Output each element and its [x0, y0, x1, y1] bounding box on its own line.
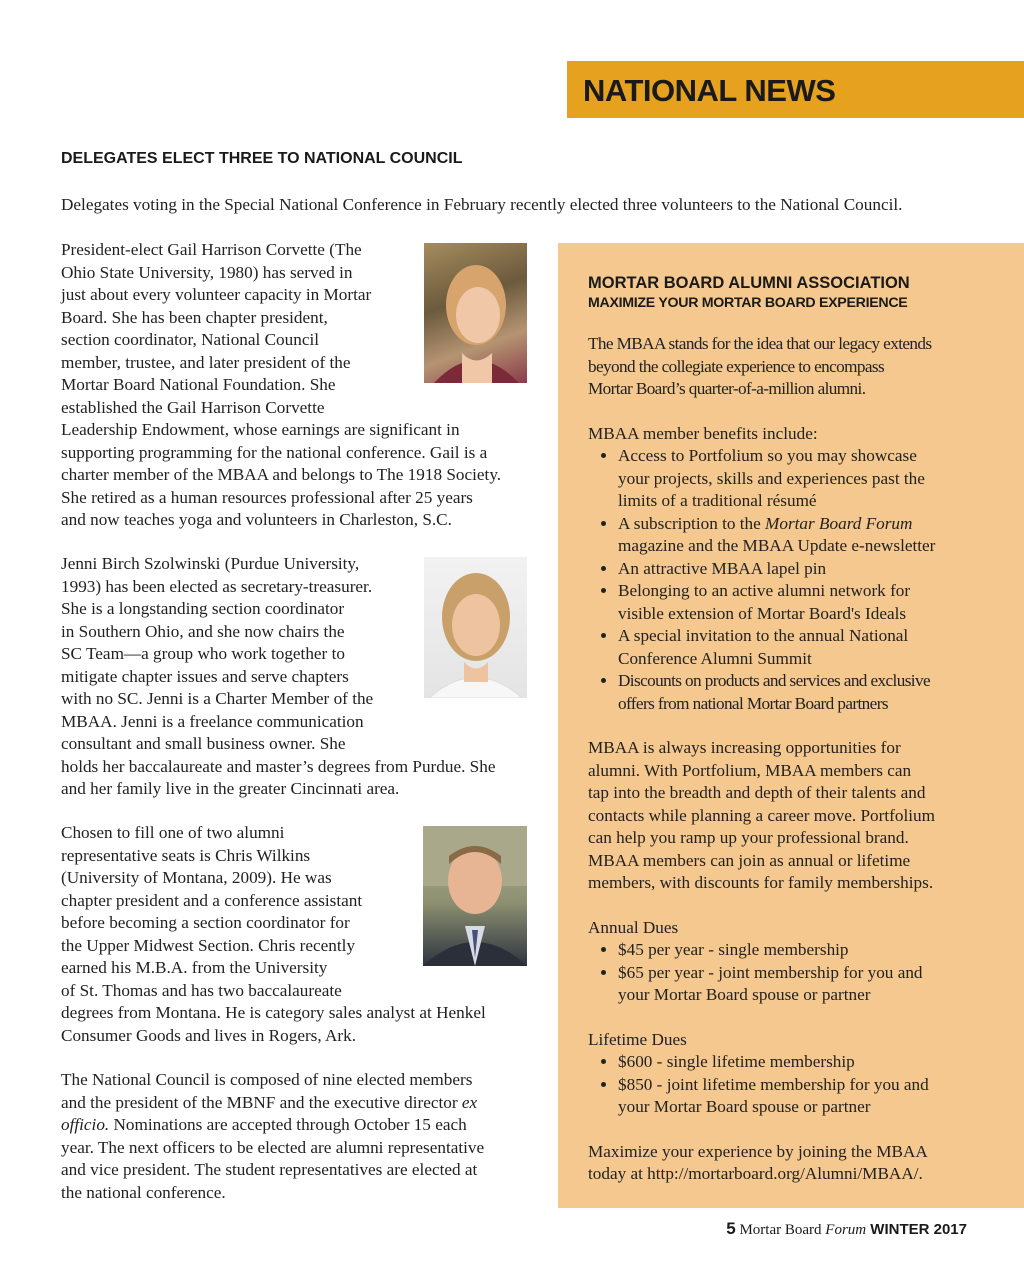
benefits-list [588, 445, 1004, 715]
corvette-photo [424, 243, 527, 383]
sidebar-subtitle: MAXIMIZE YOUR MORTAR BOARD EXPERIENCE [588, 295, 908, 311]
list-item: • Belonging to an active alumni network for visible extension of Mortar Board's Ideals [618, 580, 1004, 625]
mbaa-sidebar [558, 243, 1024, 1208]
opportunities-paragraph: MBAA is always increasing opportunities for alumni. With Portfolium, MBAA members can tap into the breadth and depth of their talents and contacts while planning a career move. Portfolium can help you ramp up your professional brand. MBAA members can join as annual or lifetime members, with discounts for family memberships. [588, 738, 935, 892]
publication-name: Mortar Board [735, 1222, 826, 1238]
list-item: • A subscription to the Mortar Board Forum magazine and the MBAA Update e-newsletter [618, 513, 1004, 558]
article-intro: Delegates voting in the Special National Conference in February recently elected three volunteers to the National Council. [61, 195, 903, 214]
wilkins-paragraph: Chosen to fill one of two alumni representative seats is Chris Wilkins (University of Montana, 2009). He was chapter president and a conference assistant before becoming a section coordinator for the Upper Midwest Section. Chris recently earned his M.B.A. from the University of St. Thomas and has two baccalaureate degrees from Montana. He is category sales analyst at Henkel Consumer Goods and lives in Rogers, Ark. [61, 823, 486, 1045]
sidebar-about: The MBAA stands for the idea that our legacy extends beyond the collegiate experience to encompass Mortar Board’s quarter-of-a-million alumni. [588, 334, 932, 398]
lifetime-dues-title: Lifetime Dues [588, 1029, 687, 1049]
list-item: • $850 - joint lifetime membership for you and your Mortar Board spouse or partner [618, 1074, 1004, 1119]
list-item: • An attractive MBAA lapel pin [618, 558, 1004, 581]
list-item: • $600 - single lifetime membership [618, 1051, 1004, 1074]
lifetime-dues-list [588, 1051, 1004, 1119]
page-footer [726, 1219, 967, 1239]
annual-dues-list [588, 939, 1004, 1007]
list-item: • $65 per year - joint membership for you and your Mortar Board spouse or partner [618, 962, 1004, 1007]
closing-paragraph: Maximize your experience by joining the MBAA today at http://mortarboard.org/Alumni/MBAA/. [588, 1141, 928, 1183]
section-banner: NATIONAL NEWS [567, 61, 1024, 118]
page-number: 5 [726, 1219, 736, 1238]
benefits-intro: MBAA member benefits include: [588, 423, 818, 443]
list-item: • $45 per year - single membership [618, 939, 1004, 962]
corvette-paragraph: President-elect Gail Harrison Corvette (The Ohio State University, 1980) has served in just about every volunteer capacity in Mortar Board. She has been chapter president, section coordinator, National Council member, trustee, and later president of the Mortar Board National Foundation. She established the Gail Harrison Corvette Leadership Endowment, whose earnings are significant in supporting programming for the national conference. Gail is a charter member of the MBAA and belongs to The 1918 Society. She retired as a human resources professional after 25 years and now teaches yoga and volunteers in Charleston, S.C. [61, 240, 502, 529]
list-item: • Access to Portfolium so you may showcase your projects, skills and experiences past the limits of a traditional résumé [618, 445, 1004, 513]
wilkins-photo [423, 826, 527, 966]
list-item: • A special invitation to the annual National Conference Alumni Summit [618, 625, 1004, 670]
annual-dues-title: Annual Dues [588, 917, 679, 937]
szolwinski-paragraph: Jenni Birch Szolwinski (Purdue University, 1993) has been elected as secretary-treasurer. She is a longstanding section coordinator in Southern Ohio, and she now chairs the SC Team—a group who work together to mitigate chapter issues and serve chapters with no SC. Jenni is a Charter Member of the MBAA. Jenni is a freelance communication consultant and small business owner. She holds her baccalaureate and master’s degrees from Purdue. She and her family live in the greater Cincinnati area. [61, 554, 496, 798]
article-headline: DELEGATES ELECT THREE TO NATIONAL COUNCIL [61, 150, 463, 167]
szolwinski-photo [424, 557, 527, 698]
issue-season: WINTER 2017 [866, 1221, 967, 1238]
list-item: • Discounts on products and services and exclusive offers from national Mortar Board partners [618, 670, 1004, 715]
sidebar-title: MORTAR BOARD ALUMNI ASSOCIATION [588, 274, 910, 292]
council-paragraph: The National Council is composed of nine elected members and the president of the MBNF and the executive director ex officio. Nominations are accepted through October 15 each year. The next officers to be elected are alumni representative and vice president. The student representatives are elected at the national conference. [61, 1070, 485, 1202]
publication-forum: Forum [825, 1222, 867, 1238]
